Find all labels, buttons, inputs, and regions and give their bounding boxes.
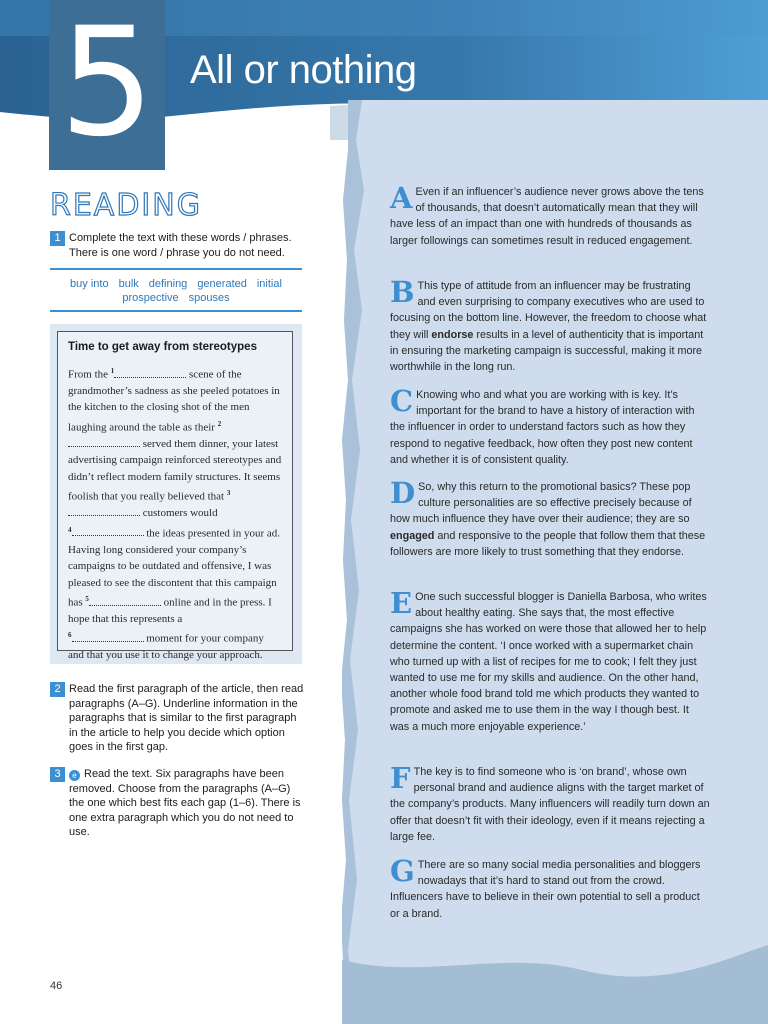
unit-title: All or nothing bbox=[190, 48, 417, 92]
paragraph-f bbox=[390, 761, 710, 845]
exercise-1-number: 1 bbox=[50, 231, 65, 246]
paragraph-letter: G bbox=[390, 854, 415, 888]
paragraph-letter: E bbox=[390, 586, 413, 620]
paragraph-text: So, why this return to the promotional basics? These pop culture personalities are so effective precisely because of how much influence they have over their audience; they are so bbox=[390, 481, 692, 526]
gap-2[interactable] bbox=[68, 436, 140, 447]
paragraph-b bbox=[390, 275, 710, 375]
paragraph-text: This type of attitude from an influencer may be frustrating and even surprising to company executives who are used to focusing on the bottom line. However, the freedom to choose what they will bbox=[390, 280, 707, 341]
word-item: initial bbox=[256, 278, 282, 290]
paragraph-text: results in a level of authenticity that is important in ensuring the marketing campaign is successful, making it more worthwhile in the long run. bbox=[390, 328, 704, 374]
paragraph-e bbox=[390, 586, 710, 735]
paragraph-letter: B bbox=[390, 275, 415, 309]
paragraph-text: Even if an influencer’s audience never grows above the tens of thousands, that doesn’t automatically mean that they will have less of an impact than one with hundreds of thousands as larger followings can sometimes result in reduced engagement. bbox=[390, 186, 704, 247]
text-card-inner bbox=[57, 331, 293, 662]
word-item: defining bbox=[148, 278, 188, 290]
word-item: prospective bbox=[122, 292, 179, 304]
exercise-3-instruction bbox=[69, 767, 305, 840]
bold-word: endorse bbox=[431, 328, 474, 341]
gap-number: 3 bbox=[226, 489, 231, 498]
paragraph-text: and responsive to the people that follow them that these followers are more likely to trust something that they endorse. bbox=[390, 529, 706, 558]
text-segment: served them dinner, your latest advertising campaign reinforced stereotypes and didn’t reflect modern family structures. It seems foolish that you really believed that bbox=[68, 437, 282, 503]
paragraph-g bbox=[390, 854, 710, 922]
text-segment: the ideas presented in your ad. Having long considered your company’s campaigns to be outdated and offensive, I was pleased to see the discontent that this campaign has bbox=[68, 527, 281, 609]
bold-word: engaged bbox=[390, 529, 435, 542]
section-title: READING bbox=[50, 188, 202, 223]
gap-5[interactable] bbox=[89, 595, 161, 606]
gap-number: 2 bbox=[217, 419, 222, 428]
paragraph-c bbox=[390, 384, 710, 468]
word-item: spouses bbox=[188, 292, 230, 304]
exercise-2-number: 2 bbox=[50, 682, 65, 697]
paragraph-d bbox=[390, 476, 710, 560]
exercise-3-number: 3 bbox=[50, 767, 65, 782]
word-item: bulk bbox=[118, 278, 139, 290]
gap-number: 1 bbox=[110, 367, 115, 375]
gap-6[interactable] bbox=[72, 631, 144, 642]
text-card bbox=[50, 324, 302, 664]
text-segment: online and in the press. I hope that this represents a bbox=[68, 596, 272, 625]
exercise-2-instruction: Read the first paragraph of the article, then read paragraphs (A–G). Underline information in the paragraphs that is similar to the first paragraph in the article to help you decide which option goes in the first gap. bbox=[69, 683, 304, 753]
exercise-1-instruction: Complete the text with these words / phrases. There is one word / phrase you do not need. bbox=[69, 232, 292, 259]
gap-number: 6 bbox=[68, 631, 72, 640]
gap-number: 5 bbox=[85, 594, 89, 603]
exercise-3-text: Read the text. Six paragraphs have been removed. Choose from the paragraphs (A–G) the one which best fits each gap (1–6). There is one extra paragraph which you do not need to use. bbox=[69, 768, 301, 838]
word-item: generated bbox=[197, 278, 247, 290]
paragraph-a bbox=[390, 181, 710, 249]
text-segment: scene of the grandmother’s sadness as she peeled potatoes in the kitchen to the closing shot of the men laughing around the table as their bbox=[68, 368, 280, 434]
text-segment: customers would bbox=[140, 507, 218, 520]
gap-1[interactable] bbox=[114, 367, 186, 378]
paragraph-letter: C bbox=[390, 384, 414, 418]
paragraph-letter: F bbox=[390, 761, 411, 795]
exercise-1 bbox=[50, 231, 305, 260]
word-box bbox=[50, 268, 302, 312]
text-title: Time to get away from stereotypes bbox=[68, 341, 257, 353]
word-item: buy into bbox=[70, 278, 109, 290]
exercise-3 bbox=[50, 767, 305, 840]
exam-icon: e bbox=[69, 770, 80, 781]
text-segment: moment for your company and that you use it to change your approach. bbox=[68, 633, 264, 662]
paragraph-text: There are so many social media personalities and bloggers nowadays that it’s hard to stand out from the crowd. Influencers have to believe in their own potential to sell a product or a brand. bbox=[390, 859, 701, 920]
exercise-2 bbox=[50, 682, 305, 755]
paragraph-letter: D bbox=[390, 476, 416, 510]
gap-3[interactable] bbox=[68, 505, 140, 516]
text-body bbox=[68, 363, 282, 664]
page-number: 46 bbox=[50, 980, 63, 992]
paragraph-text: Knowing who and what you are working with is key. It’s important for the brand to have a history of interaction with the influencer in order to understand factors such as how they respond to negative feedback, how often they post new content and whether it is of consistent quality. bbox=[390, 389, 695, 466]
paragraph-text: The key is to find someone who is ‘on brand’, whose own personal brand and audience aligns with the target market of the company’s products. Many influencers will readily turn down an offer that doesn’t fit with their ideology, even if it means rejecting a large fee. bbox=[390, 766, 710, 843]
gap-4[interactable] bbox=[72, 525, 144, 536]
gap-number: 4 bbox=[68, 525, 72, 534]
text-segment: From the bbox=[68, 368, 111, 381]
paragraph-letter: A bbox=[390, 181, 413, 215]
unit-number: 5 bbox=[59, 0, 155, 170]
paragraph-text: One such successful blogger is Daniella Barbosa, who writes about healthy eating. She says that, the most effective campaigns she has worked on were those that allowed her to help determine the content. ‘I once worked with a supermarket chain who turned up with a list of recipes for me to cook; I felt they just wanted to use me for my skills and audience. On the other hand, another whole food brand told me which products they wanted to promote and asked me to use them in the way I though best. It was a much more enjoyable experience.’ bbox=[390, 591, 707, 733]
